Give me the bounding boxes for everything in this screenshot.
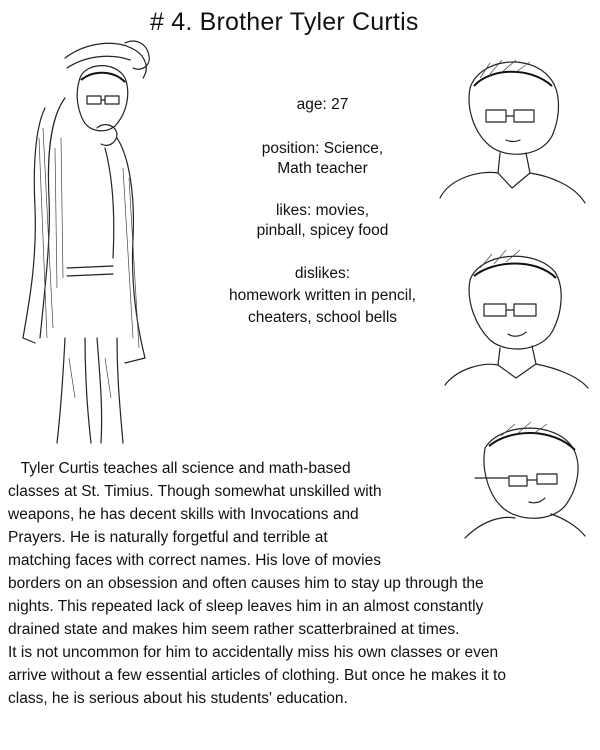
biography [8,457,598,710]
age-text: age: 27 [296,96,349,113]
full-body-sketch [5,38,190,450]
likes-stat [200,201,445,241]
bio-line: Prayers. He is naturally forgetful and terrible at [8,529,328,546]
position-stat [200,139,445,179]
position-line-2: Math teacher [277,160,368,177]
bio-line: weapons, he has decent skills with Invocations and [8,506,359,523]
bio-line: Tyler Curtis teaches all science and math-based [8,460,351,477]
dislikes-line-3: cheaters, school bells [247,309,398,326]
dislikes-line-2: homework written in pencil, [229,287,416,304]
position-line-1: position: Science, [261,140,384,157]
bio-line: arrive without a few essential articles of clothing. But once he makes it to [8,667,506,684]
page-title: # 4. Brother Tyler Curtis [150,8,419,36]
likes-line-1: likes: movies, [275,202,370,219]
age-stat [200,95,445,115]
dislikes-line-1: dislikes: [294,265,351,282]
portrait-sketch-2 [440,240,590,390]
bio-line: nights. This repeated lack of sleep leaves him in an almost constantly [8,598,484,615]
portrait-sketch-1 [430,48,590,208]
bio-line: drained state and makes him seem rather scatterbrained at times. [8,621,460,638]
bio-line: It is not uncommon for him to accidentally miss his own classes or even [8,644,499,661]
dislikes-stat [200,263,445,329]
bio-line: borders on an obsession and often causes him to stay up through the [8,575,484,592]
character-stats [200,95,445,343]
bio-line: class, he is serious about his students' education. [8,690,348,707]
bio-line: matching faces with correct names. His love of movies [8,552,381,569]
bio-line: classes at St. Timius. Though somewhat unskilled with [8,483,382,500]
likes-line-2: pinball, spicey food [256,222,389,239]
